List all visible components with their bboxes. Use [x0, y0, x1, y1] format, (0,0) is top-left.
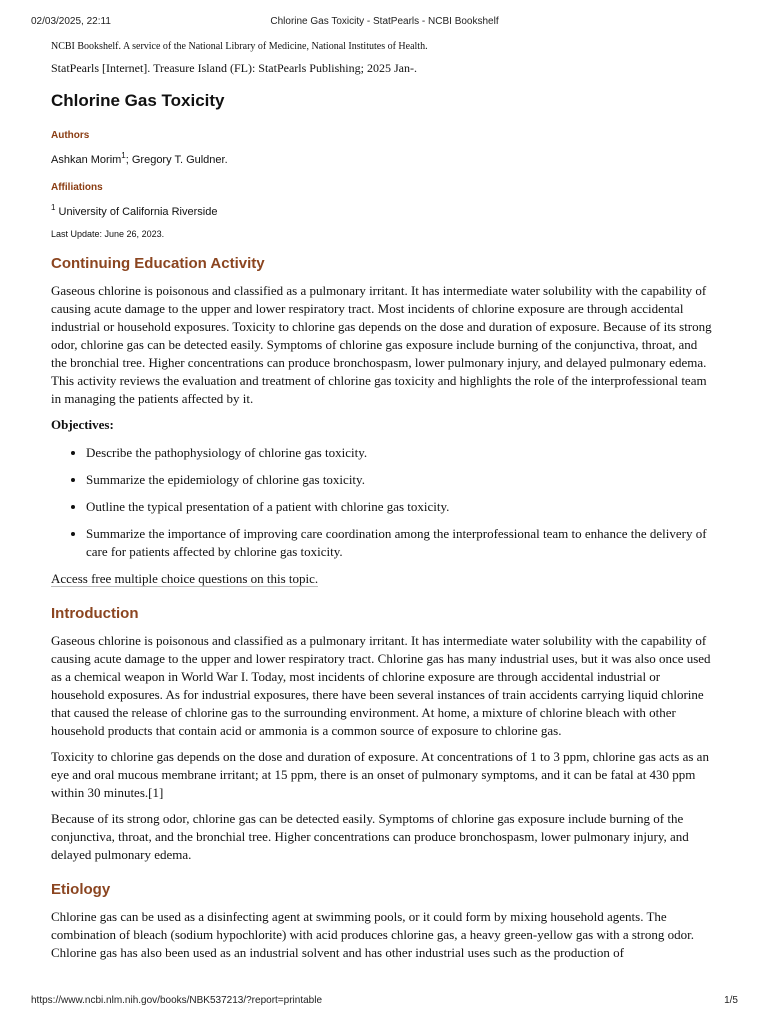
bookshelf-notice: NCBI Bookshelf. A service of the National Library of Medicine, National Institutes of Health. [51, 41, 428, 52]
paragraph: Gaseous chlorine is poisonous and classified as a pulmonary irritant. It has intermediate water solubility with the capability of causing acute damage to the upper and lower respiratory tract. Chlorine gas has many industrial uses, but it was also once used as a chemical weapon in World War I. Today, most incidents of chlorine exposure are through accidental industrial or household exposures. As for industrial exposures, there have been several instances of train accidents carrying liquid chlorine that caused the release of chlorine gas to the surrounding environment. At home, a mixture of chlorine bleach with other household products that contain acid or ammonia is a common source of exposure to chlorine gas. [51, 633, 711, 738]
section-heading-introduction: Introduction [51, 605, 139, 622]
objective-item: • Describe the pathophysiology of chlorine gas toxicity. [86, 444, 714, 462]
paragraph: Chlorine gas can be used as a disinfecting agent at swimming pools, or it could form by mixing household agents. The combination of bleach (sodium hypochlorite) with acid produces chlorine gas, a heavy green-yellow gas with a strong odor. Chlorine gas has also been used as an industrial solvent and has other industrial uses such as the production of [51, 909, 694, 960]
objective-item: • Summarize the epidemiology of chlorine gas toxicity. [86, 471, 714, 489]
print-footer [31, 995, 738, 1009]
page-number: 1/5 [724, 995, 738, 1006]
access-questions-link[interactable]: Access free multiple choice questions on this topic. [51, 571, 319, 586]
print-page-title: Chlorine Gas Toxicity - StatPearls - NCBI Bookshelf [270, 16, 499, 27]
section-heading-continuing-education: Continuing Education Activity [51, 255, 265, 272]
print-header [31, 16, 738, 30]
source-citation: StatPearls [Internet]. Treasure Island (FL): StatPearls Publishing; 2025 Jan-. [51, 61, 417, 75]
affiliations-list [51, 200, 714, 220]
author-name[interactable]: ; Gregory T. Guldner. [125, 154, 228, 166]
print-datetime: 02/03/2025, 22:11 [31, 16, 111, 27]
access-link-wrapper [51, 570, 714, 588]
authors-label: Authors [51, 130, 90, 141]
author-name[interactable]: Ashkan Morim [51, 154, 122, 166]
print-url: https://www.ncbi.nlm.nih.gov/books/NBK537213/?report=printable [31, 995, 323, 1006]
paragraph: Because of its strong odor, chlorine gas can be detected easily. Symptoms of chlorine gas exposure include burning of the conjunctiva, throat, and the bronchial tree. Higher concentrations can produce bronchospasm, lower pulmonary injury, and delayed pulmonary edema. [51, 811, 689, 862]
objective-item: • Outline the typical presentation of a patient with chlorine gas toxicity. [86, 498, 714, 516]
paragraph: Gaseous chlorine is poisonous and classified as a pulmonary irritant. It has intermediate water solubility with the capability of causing acute damage to the upper and lower respiratory tract. Most incidents of chlorine exposure are through accidental industrial or household exposures. Toxicity to chlorine gas depends on the dose and duration of exposure. Because of its strong odor, chlorine gas can be detected easily. Symptoms of chlorine gas exposure include burning of the conjunctiva, throat, and the bronchial tree. Higher concentrations can produce bronchospasm, lower pulmonary injury, and delayed pulmonary edema. This activity reviews the evaluation and treatment of chlorine gas toxicity and highlights the role of the interprofessional team in managing the patients affected by it. [51, 283, 712, 406]
affiliation-text: University of California Riverside [55, 206, 218, 218]
affiliation-marker: 1 [51, 203, 56, 212]
article [51, 40, 714, 970]
affiliations-label: Affiliations [51, 182, 103, 193]
objective-item: • Summarize the importance of improving care coordination among the interprofessional team to enhance the delivery of care for patients affected by chlorine gas toxicity. [86, 525, 714, 561]
affiliation-marker: 1 [121, 151, 126, 160]
objectives-list [51, 444, 714, 561]
paragraph: Toxicity to chlorine gas depends on the dose and duration of exposure. At concentrations of 1 to 3 ppm, chlorine gas acts as an eye and oral mucous membrane irritant; at 15 ppm, there is an onset of pulmonary symptoms, and it can be fatal at 430 ppm within 30 minutes.[1] [51, 749, 709, 800]
last-update: Last Update: June 26, 2023. [51, 229, 165, 239]
objectives-label: Objectives: [51, 417, 114, 432]
section-heading-etiology: Etiology [51, 881, 111, 898]
page-title: Chlorine Gas Toxicity [51, 91, 225, 110]
authors-list [51, 148, 714, 168]
